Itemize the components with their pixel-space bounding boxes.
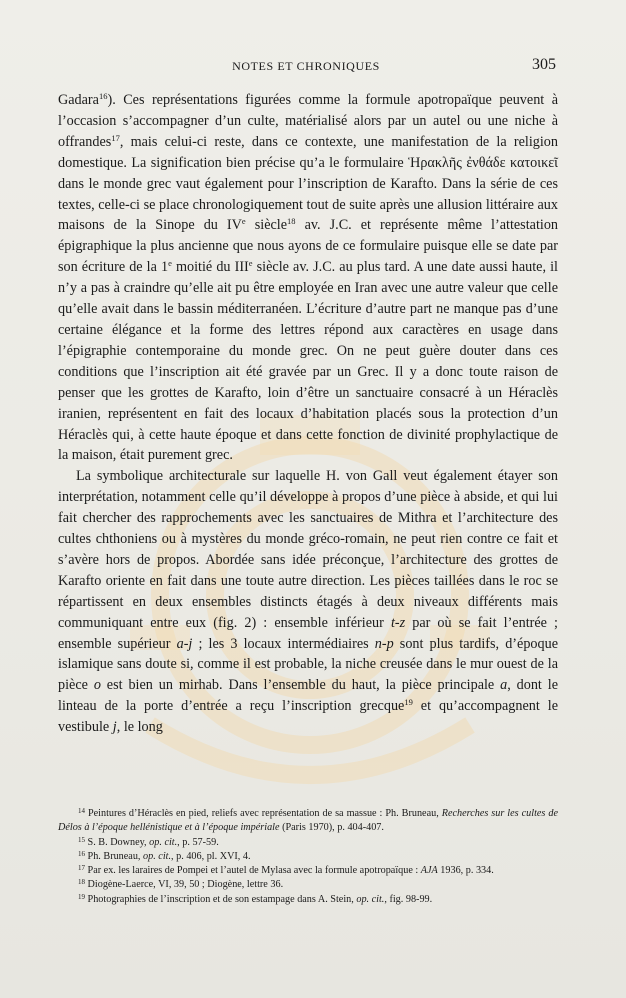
italic-run: a bbox=[500, 677, 508, 694]
text-run: La symbolique architecturale sur laquelle H. von Gall veut également étayer son interprétation, notamment celle qu’il développe à propos d’une pièce à abside, et qui lui fait chercher des rapprochements avec les sanctuaires de Mithra et l’architecture des cultes chthoniens ou à mystères du monde gréco-romain, ne peut rien contre ce fait et s’avère hors de propos. Abordée sans idée préconçue, l’architecture des grottes de Karafto oriente en fait dans une toute autre direction. Les pièces taillées dans le roc se répartissent en deux ensembles distincts étagés à deux niveaux différents mais communiquant entre eux (fig. 2) : ensemble inférieur bbox=[58, 468, 558, 631]
footnote-number: 18 bbox=[78, 878, 85, 887]
text-run: est bien un mirhab. Dans l’ensemble du haut, la pièce principale bbox=[100, 677, 501, 694]
italic-run: op. cit. bbox=[149, 836, 178, 848]
text-run: , mais celui-ci reste, dans ce contexte, une manifestation de la religion domestique. La signification bien précise qu’a le formulaire Ἡρακλῆς ἐνθάδε κατοικεῖ dans le monde grec vaut également pour l’inscription de Karafto. Dans la série de ces textes, celle-ci se place chronologiquement tout de suite après une allusion littéraire aux maisons de la Sinope du IV bbox=[58, 133, 558, 234]
italic-run: a-j bbox=[176, 635, 193, 652]
text-run: par où se fait l’entrée ; ensemble supérieur bbox=[58, 614, 558, 652]
text-run: av. J.C. et représente même l’attestation épigraphique la plus ancienne que nous ayons de ce formulaire puisque elle se date par son écriture de la 1 bbox=[58, 217, 559, 276]
page-header bbox=[56, 58, 556, 76]
footnote-14 bbox=[58, 807, 558, 836]
footnote-number: 14 bbox=[78, 807, 85, 815]
footnote-number: 15 bbox=[78, 835, 85, 844]
text-run: 1936, p. 334. bbox=[437, 865, 494, 877]
footnote-number: 16 bbox=[78, 849, 85, 858]
italic-run: op. cit. bbox=[143, 850, 172, 862]
text-run: , p. 406, pl. XVI, 4. bbox=[171, 850, 251, 862]
footnote-16 bbox=[58, 850, 558, 864]
text-run: siècle av. J.C. au plus tard. A une date aussi haute, il n’y a pas à craindre qu’elle ait pu être employée en Iran avec une autre valeur que celle qu’elle avait dans le bassin méditerranéen. L’écriture d’autre part ne manque pas d’une certaine élégance et la forme des lettres répond aux caractères en usage dans l’épigraphie contemporaine du monde grec. On ne peut guère douter dans ces conditions que l’inscription ait été gravée par un Grec. Il y a donc toute raison de penser que les grottes de Karafto, loin d’être un sanctuaire consacré à un Héraclès iranien, représentent en fait des locaux d’habitation placés sous la protection d’un Héraclès qui, à cette haute époque et dans cette fonction de divinité prophylactique de la maison, était purement grec. bbox=[58, 259, 558, 464]
italic-run: n-p bbox=[374, 635, 394, 652]
text-run: Par ex. les laraires de Pompei et l’autel de Mylasa avec la formule apotropaïque : bbox=[85, 865, 421, 877]
text-run: , le long bbox=[116, 719, 163, 736]
italic-run: Recherches sur les cultes de Délos à l’époque hellénistique et à l’époque impériale bbox=[58, 808, 558, 834]
paragraph-2 bbox=[58, 466, 558, 738]
text-run: Gadara bbox=[58, 92, 99, 108]
footnote-ref: 17 bbox=[111, 132, 120, 143]
italic-run: o bbox=[93, 677, 101, 694]
footnote-number: 17 bbox=[78, 864, 85, 873]
page-number: 305 bbox=[532, 56, 556, 73]
running-head: NOTES ET CHRONIQUES bbox=[232, 59, 380, 73]
text-run: , dont le linteau de la porte d’entrée a reçu l’inscription grecque bbox=[58, 677, 559, 715]
text-run: et qu’accompagnent le vestibule bbox=[58, 698, 558, 736]
footnote-19 bbox=[58, 893, 558, 907]
footnote-15 bbox=[58, 836, 558, 850]
text-run: S. B. Downey, bbox=[85, 836, 150, 848]
text-run: Peintures d’Héraclès en pied, reliefs avec représentation de sa massue : Ph. Bruneau, bbox=[85, 808, 442, 819]
superscript: e bbox=[241, 216, 246, 227]
footnote-ref: 16 bbox=[98, 91, 108, 101]
text-run: moitié du III bbox=[171, 259, 249, 276]
text-run: Diogène-Laerce, VI, 39, 50 ; Diogène, lettre 36. bbox=[85, 879, 284, 891]
italic-run: t-z bbox=[390, 614, 406, 631]
footnote-17 bbox=[58, 864, 558, 878]
footnotes bbox=[58, 807, 558, 907]
text-run: sont plus tardifs, d’époque islamique sans doute si, comme il est probable, la niche creusée dans le mur ouest de la pièce bbox=[58, 635, 558, 694]
footnote-ref: 19 bbox=[404, 697, 413, 708]
footnote-18 bbox=[58, 878, 558, 892]
superscript: e bbox=[248, 258, 253, 269]
italic-run: AJA bbox=[420, 865, 438, 877]
text-run: (Paris 1970), p. 404-407. bbox=[279, 822, 384, 834]
text-run: ; les 3 locaux intermédiaires bbox=[192, 635, 375, 652]
superscript: e bbox=[168, 258, 172, 269]
text-run: siècle bbox=[245, 217, 288, 234]
main-text bbox=[58, 90, 558, 738]
text-run: Photographies de l’inscription et de son estampage dans A. Stein, bbox=[85, 893, 357, 905]
italic-run: op. cit. bbox=[356, 893, 385, 905]
footnote-number: 19 bbox=[78, 892, 85, 901]
text-run: ). Ces représentations figurées comme la formule apotropaïque peuvent à l’occasion s’accompagner d’un culte, matérialisé alors par un autel ou une niche à offrandes bbox=[58, 92, 558, 150]
text-run: Ph. Bruneau, bbox=[85, 850, 144, 862]
text-run: , p. 57-59. bbox=[177, 836, 219, 848]
italic-run: j bbox=[112, 719, 117, 736]
footnote-ref: 18 bbox=[287, 216, 296, 227]
paragraph-1 bbox=[58, 90, 558, 466]
text-run: , fig. 98-99. bbox=[384, 893, 433, 905]
